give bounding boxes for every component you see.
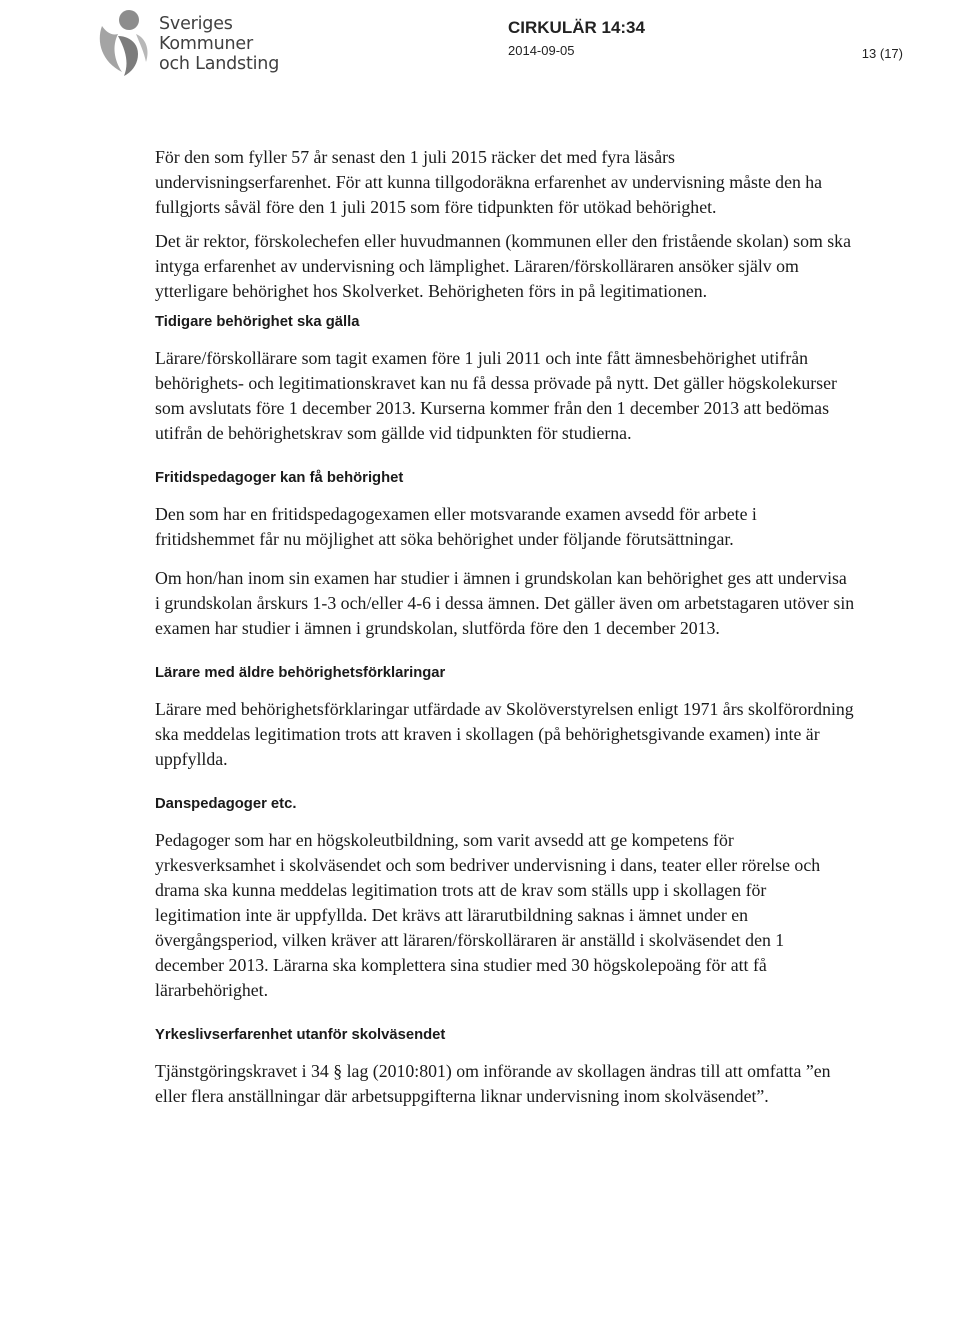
paragraph: För den som fyller 57 år senast den 1 juli 2015 räcker det med fyra läsårs undervisningserfarenhet. För att kunna tillgodoräkna erfarenhet av undervisning måste den ha fullgjorts såväl före den 1 juli 2015 som före tidpunkten för utökad behörighet. — [155, 147, 823, 217]
paragraph: Lärare med behörighetsförklaringar utfärdade av Skolöverstyrelsen enligt 1971 års skolförordning ska meddelas legitimation trots att kraven i skollagen (på behörighetsgivande examen) inte är uppfyllda. — [155, 699, 854, 769]
paragraph: Lärare/förskollärare som tagit examen före 1 juli 2011 och inte fått ämnesbehörighet utifrån behörighets- och legitimationskravet kan nu få dessa prövade på nytt. Det gäller högskolekurser som avslutats före 1 december 2013. Kurserna kommer från den 1 december 2013 att bedömas utifrån de behörighetskrav som gällde vid tidpunkten för studierna. — [155, 348, 837, 443]
org-name-line1: Sveriges — [159, 14, 233, 34]
organization-name — [159, 14, 279, 74]
page-number: 13 (17) — [861, 46, 903, 61]
paragraph: Det är rektor, förskolechefen eller huvudmannen (kommunen eller den fristående skolan) som ska intyga erfarenhet av undervisning och lämplighet. Läraren/förskolläraren ansöker själv om ytterligare behörighet hos Skolverket. Behörigheten förs in på legitimationen. — [155, 231, 851, 301]
circular-date: 2014-09-05 — [508, 43, 575, 58]
paragraph: Pedagoger som har en högskoleutbildning, som varit avsedd att ge kompetens för yrkesverksamhet i skolväsendet och som bedriver undervisning i dans, teater eller rörelse och drama ska kunna meddelas legitimation trots att de krav som ställs upp i skollagen för legitimation inte är uppfyllda. Det krävs att lärarutbildning saknas i ämnet under en övergångsperiod, vilken kräver att läraren/förskolläraren är anställd i skolväsendet den 1 december 2013. Lärarna ska komplettera sina studier med 30 högskolepoäng för att få lärarbehörighet. — [155, 830, 821, 1000]
section-heading: Yrkeslivserfarenhet utanför skolväsendet — [155, 1027, 446, 1043]
paragraph: Om hon/han inom sin examen har studier i ämnen i grundskolan kan behörighet ges att undervisa i grundskolan årskurs 1-3 och/eller 4-6 i dessa ämnen. Det gäller även om arbetstagaren utöver sin examen har studier i ämnen i grundskolan, slutförda före den 1 december 2013. — [155, 568, 855, 638]
skl-logo-icon — [92, 6, 158, 78]
paragraph: Den som har en fritidspedagogexamen eller motsvarande examen avsedd för arbete i fritidshemmet får nu möjlighet att söka behörighet under följande förutsättningar. — [155, 504, 757, 549]
paragraph: Tjänstgöringskravet i 34 § lag (2010:801) om införande av skollagen ändras till att omfatta ”en eller flera anställningar där arbetsuppgifterna liknar undervisning inom skolväsendet”. — [155, 1061, 831, 1106]
document-body — [155, 145, 855, 1109]
section-heading: Fritidspedagoger kan få behörighet — [155, 470, 404, 486]
section-heading: Tidigare behörighet ska gälla — [155, 314, 360, 330]
organization-logo — [92, 6, 292, 78]
org-name-line3: och Landsting — [159, 54, 280, 74]
circular-title: CIRKULÄR 14:34 — [508, 18, 645, 37]
section-heading: Lärare med äldre behörighetsförklaringar — [155, 665, 446, 681]
section-heading: Danspedagoger etc. — [155, 796, 297, 812]
org-name-line2: Kommuner — [159, 34, 253, 54]
